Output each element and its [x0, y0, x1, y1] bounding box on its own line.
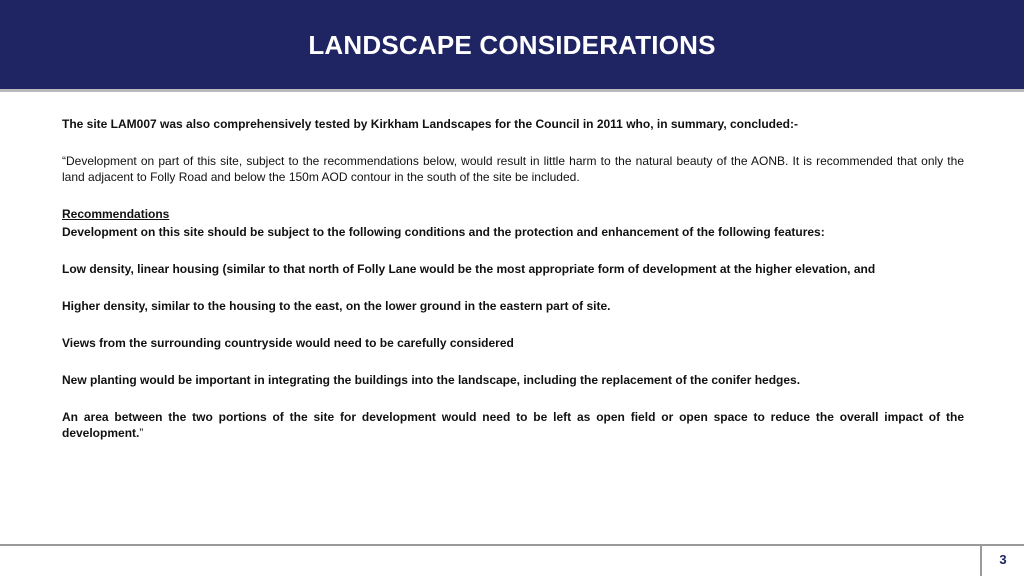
footer-divider [0, 544, 1024, 546]
recommendation-item: Higher density, similar to the housing to the east, on the lower ground in the eastern part of site. [62, 299, 611, 313]
recommendation-item: New planting would be important in integrating the buildings into the landscape, including the replacement of the conifer hedges. [62, 373, 801, 387]
intro-text: The site LAM007 was also comprehensively tested by Kirkham Landscapes for the Council in 2011 who, in summary, concluded:- [62, 117, 798, 131]
recommendation-item: Views from the surrounding countryside would need to be carefully considered [62, 336, 514, 350]
quote-text: “Development on part of this site, subject to the recommendations below, would result in little harm to the natural beauty of the AONB. It is recommended that only the land adjacent to Folly Road and below the 150m AOD contour in the south of the site be included. [62, 154, 964, 184]
slide-header [0, 0, 1024, 92]
recommendation-item-last [62, 409, 964, 441]
recommendation-item-text: An area between the two portions of the site for development would need to be left as open field or open space to reduce the overall impact of the development. [62, 410, 964, 440]
page-number: 3 [999, 552, 1007, 567]
recommendation-item: Low density, linear housing (similar to that north of Folly Lane would be the most appropriate form of development at the higher elevation, and [62, 262, 876, 276]
recommendations-lead: Development on this site should be subject to the following conditions and the protection and enhancement of the following features: [62, 225, 825, 239]
slide-body [62, 116, 964, 441]
closing-quote-mark: ” [139, 426, 144, 440]
recommendations-heading: Recommendations [62, 207, 170, 221]
slide-title: LANDSCAPE CONSIDERATIONS [308, 30, 716, 60]
